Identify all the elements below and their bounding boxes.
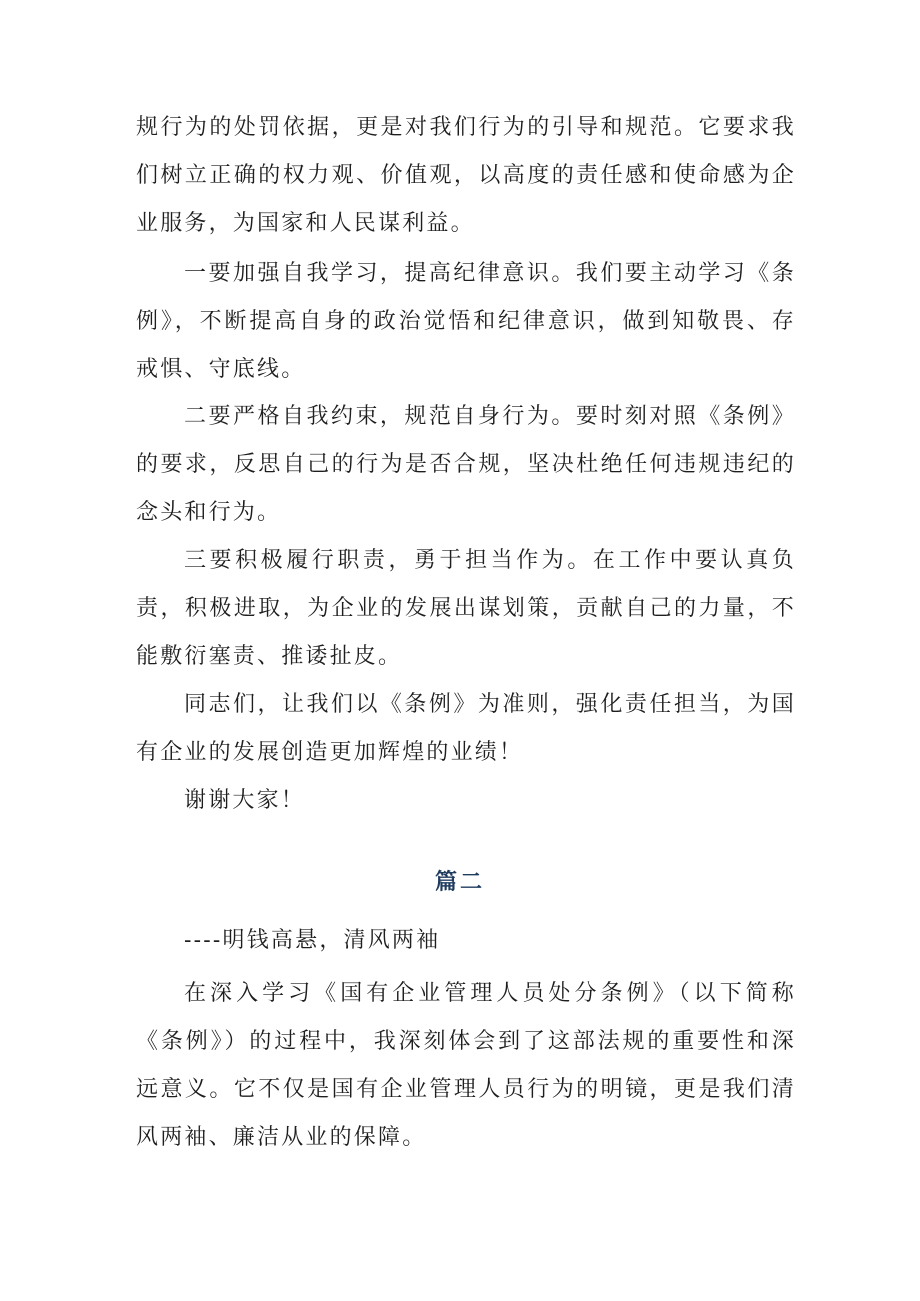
section-heading: 篇二 [434,869,485,895]
section-paragraph-intro: 在深入学习《国有企业管理人员处分条例》（以下简称《条例》）的过程中，我深刻体会到了这部法规的重要性和深远意义。它不仅是国有企业管理人员行为的明镜，更是我们清风两袖、廉洁从业的保障。 [136,981,796,1150]
paragraph-thanks: 谢谢大家！ [184,788,306,813]
paragraph-second-requirement: 二要严格自我约束，规范自身行为。要时刻对照《条例》的要求，反思自己的行为是否合规，坚决杜绝任何违规违纪的念头和行为。 [136,404,796,525]
paragraph-first-requirement: 一要加强自我学习，提高纪律意识。我们要主动学习《条例》，不断提高自身的政治觉悟和纪律意识，做到知敬畏、存戒惧、守底线。 [136,261,796,382]
continued-paragraph: 规行为的处罚依据，更是对我们行为的引导和规范。它要求我们树立正确的权力观、价值观，以高度的责任感和使命感为企业服务，为国家和人民谋利益。 [136,115,796,236]
paragraph-call-to-action: 同志们，让我们以《条例》为准则，强化责任担当，为国有企业的发展创造更加辉煌的业绩！ [136,692,796,765]
section-subtitle: ----明钱高悬，清风两袖 [184,928,441,953]
paragraph-third-requirement: 三要积极履行职责，勇于担当作为。在工作中要认真负责，积极进取，为企业的发展出谋划策，贡献自己的力量，不能敷衍塞责、推诿扯皮。 [136,548,796,669]
